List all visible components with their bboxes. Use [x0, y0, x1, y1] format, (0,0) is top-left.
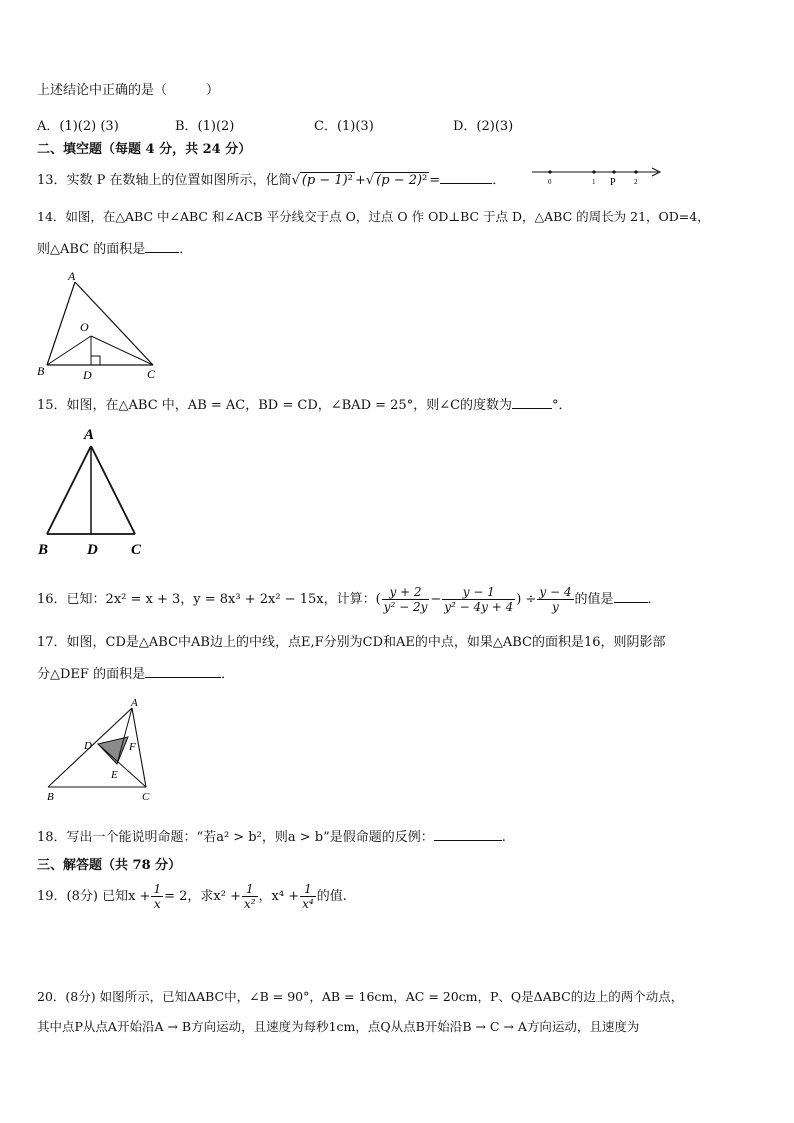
q15-text: 15．如图，在△ABC 中，AB = AC，BD = CD，∠BAD = 25°，则∠C的度数为 °．	[37, 398, 572, 413]
q12-stem: 上述结论中正确的是（ ）	[37, 83, 220, 98]
tick-0	[548, 170, 551, 173]
axis-label-2: 2	[634, 178, 638, 186]
q20-line2: 其中点P从点A开始沿A → B方向运动，且速度为每秒1cm，点Q从点B开始沿B → C → A方向运动，且速度为	[37, 1019, 640, 1034]
label-a: A	[131, 697, 138, 709]
tick-1	[592, 170, 595, 173]
q19-fraction-1: $\frac{1}{x}$	[153, 882, 162, 911]
label-o: O	[80, 320, 89, 334]
q16-fraction-1: $\frac{y + 2}{\text{y² − 2y}}$	[383, 585, 428, 614]
q17-answer-blank[interactable]	[145, 665, 221, 678]
q17-line1: 17．如图，CD是△ABC中AB边上的中线，点E,F分别为CD和AE的中点，如果△ABC的面积是16，则阴影部	[37, 635, 666, 650]
label-b: B	[37, 364, 45, 378]
q20-line1: 20．(8分) 如图所示，已知ΔABC中，∠B = 90°，AB = 16cm，AC = 20cm，P、Q是ΔABC的边上的两个动点，	[37, 989, 684, 1004]
q17-line2: 分△DEF 的面积是 ．	[37, 667, 235, 682]
q14-line1: 14．如图，在△ABC 中∠ABC 和∠ACB 平分线交于点 O，过点 O 作 OD⊥BC 于点 D，△ABC 的周长为 21，OD=4，	[37, 209, 710, 224]
q12-option-c: C．(1)(3)	[314, 119, 374, 134]
label-c: C	[142, 791, 150, 803]
q18-text: 18．写出一个能说明命题：“若a² > b²，则a > b”是假命题的反例： .	[37, 830, 506, 845]
q15-figure	[35, 424, 155, 559]
q16-fraction-2: $\frac{y - 1}{\text{y² − 4y + 4}}$	[444, 585, 514, 614]
q14-line2: 则△ABC 的面积是 ．	[37, 242, 193, 257]
section-fill-in-title: 二、填空题（每题 4 分，共 24 分）	[37, 142, 252, 157]
q14-answer-blank[interactable]	[145, 240, 179, 253]
label-c: C	[147, 367, 156, 381]
q16-fraction-3: $\frac{y - 4}{y}$	[539, 585, 572, 614]
q17-figure	[40, 694, 165, 806]
q18-answer-blank[interactable]	[434, 828, 502, 841]
q13-number-line	[530, 164, 670, 188]
q12-option-b: B．(1)(2)	[175, 119, 235, 134]
q13-answer-blank[interactable]	[440, 171, 492, 184]
label-a: A	[84, 427, 95, 443]
label-d: D	[87, 542, 98, 558]
label-e: E	[111, 769, 118, 781]
q13-expression: √ (p − 1)² +√ (p − 2)² =	[291, 173, 441, 188]
label-a: A	[68, 269, 76, 283]
q19-fraction-3: $\frac{1}{\text{x⁴}}$	[302, 882, 314, 911]
q12-option-d: D．(2)(3)	[453, 119, 514, 134]
q16-text: 16．已知：2x² = x + 3，y = 8x³ + 2x² − 15x，计算：( $\frac{y + 2}{\text{y² − 2y}}$ − $\frac{y - 1}{\text{y² − 4y + 4}}$ ) ÷ $\frac{y - 4}{y}$ 的值是 ．	[37, 585, 661, 614]
axis-label-1: 1	[592, 178, 596, 186]
axis-label-p: P	[610, 177, 616, 188]
q16-answer-blank[interactable]	[614, 590, 648, 603]
section-solve-title: 三、解答题（共 78 分）	[37, 858, 182, 873]
label-d: D	[84, 740, 92, 752]
q13-text: 13．实数 P 在数轴上的位置如图所示，化简√ (p − 1)² +√ (p − 2)² = ．	[37, 173, 506, 188]
label-c: C	[131, 542, 142, 558]
q19-fraction-2: $\frac{1}{\text{x²}}$	[243, 882, 256, 911]
q19-text: 19．(8分) 已知x + $\frac{1}{x}$ = 2，求x² + $\frac{1}{\text{x²}}$ ，x⁴ + $\frac{1}{\text{x⁴}}$ 的值.	[37, 882, 347, 911]
label-b: B	[38, 542, 49, 558]
label-b: B	[47, 791, 54, 803]
axis-label-0: 0	[548, 178, 552, 186]
q14-figure	[35, 268, 165, 383]
point-p	[612, 170, 615, 173]
q15-answer-blank[interactable]	[512, 396, 552, 409]
label-f: F	[129, 741, 136, 753]
q12-option-a: A．(1)(2) (3)	[37, 119, 119, 134]
label-d: D	[83, 368, 92, 382]
q13-prefix: 13．实数 P 在数轴上的位置如图所示，化简	[37, 173, 292, 188]
tick-2	[634, 170, 637, 173]
